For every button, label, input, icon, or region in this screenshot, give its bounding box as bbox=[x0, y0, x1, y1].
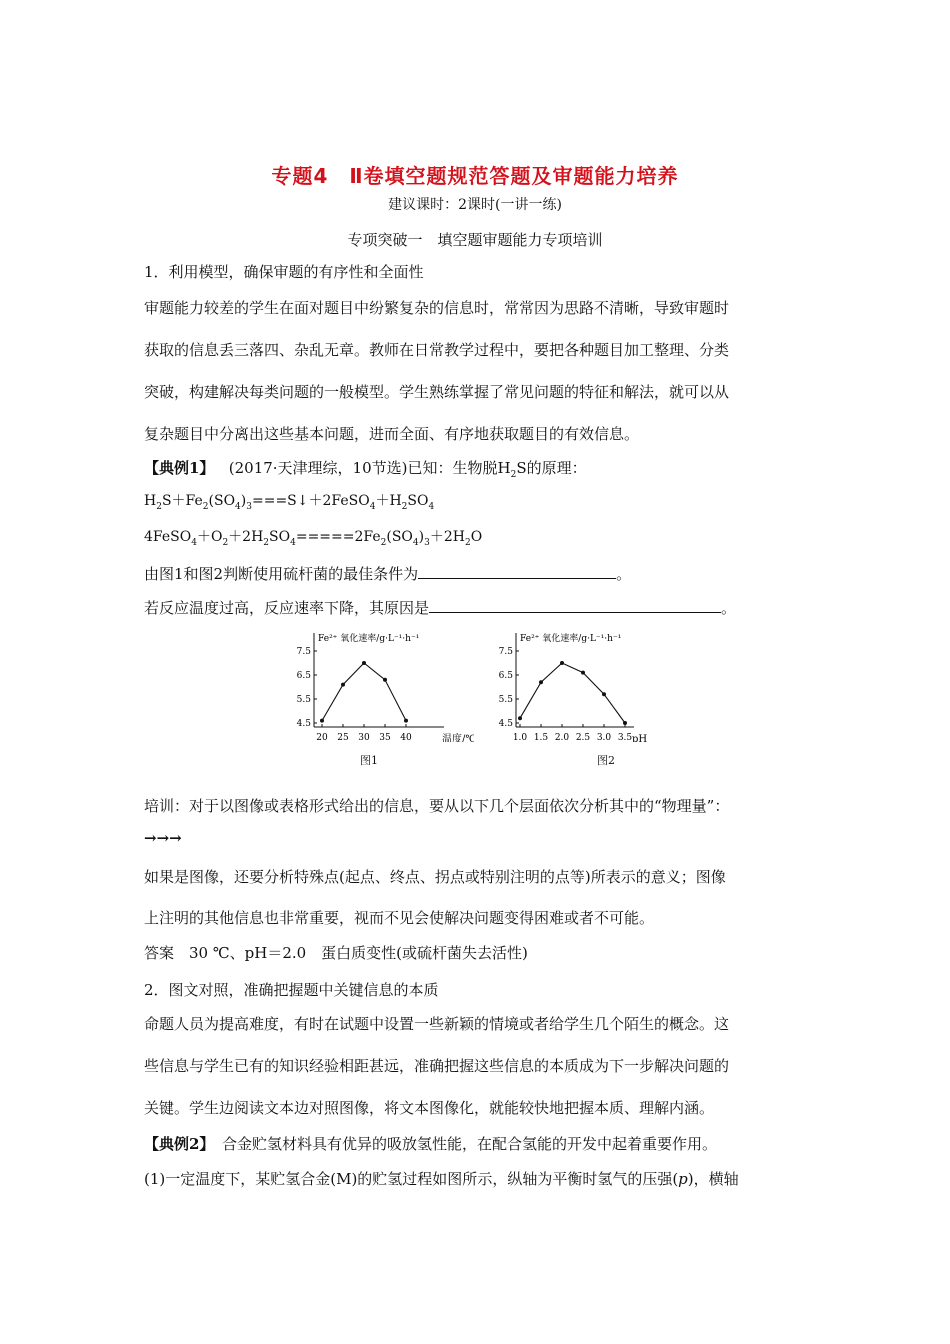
figure-2-caption: 图2 bbox=[597, 754, 615, 767]
page-title: 专题4 Ⅱ卷填空题规范答题及审题能力培养 bbox=[271, 164, 679, 188]
x-axis-label: 温度/℃ bbox=[442, 734, 474, 742]
x-tick-label: 1.5 bbox=[533, 733, 549, 742]
data-point bbox=[383, 678, 387, 682]
question-text: )，横轴 bbox=[687, 1170, 739, 1188]
series-line bbox=[322, 663, 406, 721]
y-tick-label: 5.5 bbox=[498, 695, 513, 705]
data-point bbox=[518, 716, 522, 720]
part1-para-line: 获取的信息丢三落四、杂乱无章。教师在日常教学过程中，要把各种题目加工整理、分类 bbox=[144, 341, 730, 359]
data-point bbox=[539, 680, 543, 684]
arrows: →→→ bbox=[144, 829, 182, 847]
x-tick-label: 3.5 bbox=[617, 733, 633, 742]
y-tick-label: 6.5 bbox=[296, 671, 311, 681]
x-tick-label: 2.5 bbox=[575, 733, 591, 742]
x-tick-label: 30 bbox=[358, 733, 370, 742]
x-axis-label: pH bbox=[632, 734, 648, 742]
x-tick-label: 2.0 bbox=[554, 733, 570, 742]
part2-para-line: 些信息与学生已有的知识经验相距甚远，准确把握这些信息的本质成为下一步解决问题的 bbox=[144, 1057, 730, 1075]
chart-temperature bbox=[284, 630, 474, 742]
chart-title: Fe²⁺ 氧化速率/g·L⁻¹·h⁻¹ bbox=[520, 634, 622, 644]
y-tick-label: 5.5 bbox=[296, 695, 311, 705]
data-point bbox=[602, 692, 606, 696]
figure-1 bbox=[284, 630, 474, 746]
data-point bbox=[320, 719, 324, 723]
answer-line: 答案 30 ℃、pH＝2.0 蛋白质变性(或硫杆菌失去活性) bbox=[144, 944, 528, 962]
data-point bbox=[581, 671, 585, 675]
data-point bbox=[404, 719, 408, 723]
x-tick-label: 35 bbox=[379, 733, 391, 742]
part1-heading: 1．利用模型，确保审题的有序性和全面性 bbox=[144, 263, 424, 281]
answer-blank[interactable] bbox=[418, 564, 616, 579]
part2-para-line: 关键。学生边阅读文本边对照图像，将文本图像化，就能较快地把握本质、理解内涵。 bbox=[144, 1099, 715, 1117]
part2-para-line: 命题人员为提高难度，有时在试题中设置一些新颖的情境或者给学生几个陌生的概念。这 bbox=[144, 1015, 730, 1033]
x-tick-label: 3.0 bbox=[596, 733, 612, 742]
period: 。 bbox=[721, 599, 737, 617]
section-heading: 专项突破一 填空题审题能力专项培训 bbox=[347, 231, 603, 249]
x-tick-label: 25 bbox=[337, 733, 349, 742]
question-best-condition bbox=[144, 563, 814, 584]
schedule-note: 建议课时：2课时(一讲一练) bbox=[388, 197, 562, 213]
example2-line bbox=[144, 1133, 814, 1154]
part1-para-line: 审题能力较差的学生在面对题目中纷繁复杂的信息时，常常因为思路不清晰，导致审题时 bbox=[144, 299, 730, 317]
equation-2: $4FeSO_4+O_2+2H_2SO_4=====2Fe_2(SO_4)_3+2H_2O$ bbox=[144, 529, 483, 548]
y-tick-label: 6.5 bbox=[498, 671, 513, 681]
equation-1: $H_2S+Fe_2(SO_4)_3===S↓+2FeSO_4+H_2SO_4$ bbox=[144, 493, 435, 512]
x-tick-label: 40 bbox=[400, 733, 412, 742]
question-rate-drop bbox=[144, 597, 814, 618]
part1-para-line: 突破，构建解决每类问题的一般模型。学生熟练掌握了常见问题的特征和解法，就可以从 bbox=[144, 383, 730, 401]
series-line bbox=[520, 663, 625, 723]
chart-title: Fe²⁺ 氧化速率/g·L⁻¹·h⁻¹ bbox=[318, 634, 420, 644]
figure-2 bbox=[490, 630, 665, 746]
chart-ph bbox=[490, 630, 665, 742]
example1-label: 【典例1】 bbox=[144, 459, 215, 477]
x-tick-label: 20 bbox=[316, 733, 328, 742]
training-line: 上注明的其他信息也非常重要，视而不见会使解决问题变得困难或者不可能。 bbox=[144, 909, 655, 927]
period: 。 bbox=[616, 565, 632, 583]
data-point bbox=[560, 661, 564, 665]
question-text: (1)一定温度下，某贮氢合金(M)的贮氢过程如图所示，纵轴为平衡时氢气的压强( bbox=[144, 1170, 679, 1188]
y-tick-label: 4.5 bbox=[296, 719, 311, 729]
y-tick-label: 7.5 bbox=[498, 647, 513, 657]
x-tick-label: 1.0 bbox=[512, 733, 528, 742]
training-line: 如果是图像，还要分析特殊点(起点、终点、拐点或特别注明的点等)所表示的意义；图像 bbox=[144, 868, 726, 886]
question-text: 由图1和图2判断使用硫杆菌的最佳条件为 bbox=[144, 565, 419, 583]
question-text: 若反应温度过高，反应速率下降，其原因是 bbox=[144, 599, 430, 617]
data-point bbox=[623, 721, 627, 725]
example2-text: 合金贮氢材料具有优异的吸放氢性能，在配合氢能的开发中起着重要作用。 bbox=[206, 1135, 717, 1153]
part2-heading: 2．图文对照，准确把握题中关键信息的本质 bbox=[144, 981, 439, 999]
data-point bbox=[362, 661, 366, 665]
answer-blank[interactable] bbox=[429, 598, 721, 613]
example1-intro: 【典例1】 (2017·天津理综，10节选)已知：生物脱$H_2S$的原理： bbox=[144, 459, 587, 480]
data-point bbox=[341, 683, 345, 687]
training-line: 培训：对于以图像或表格形式给出的信息，要从以下几个层面依次分析其中的“物理量”： bbox=[144, 797, 730, 815]
example2-label: 【典例2】 bbox=[144, 1135, 207, 1153]
figure-1-caption: 图1 bbox=[360, 754, 378, 767]
y-tick-label: 4.5 bbox=[498, 719, 513, 729]
example1-source-tail: S的原理： bbox=[516, 459, 587, 477]
y-tick-label: 7.5 bbox=[296, 647, 311, 657]
example1-source: (2017·天津理综，10节选)已知：生物脱H bbox=[228, 459, 511, 477]
example2-question bbox=[144, 1168, 814, 1189]
part1-para-line: 复杂题目中分离出这些基本问题，进而全面、有序地获取题目的有效信息。 bbox=[144, 425, 640, 443]
pressure-symbol: p bbox=[678, 1170, 688, 1188]
